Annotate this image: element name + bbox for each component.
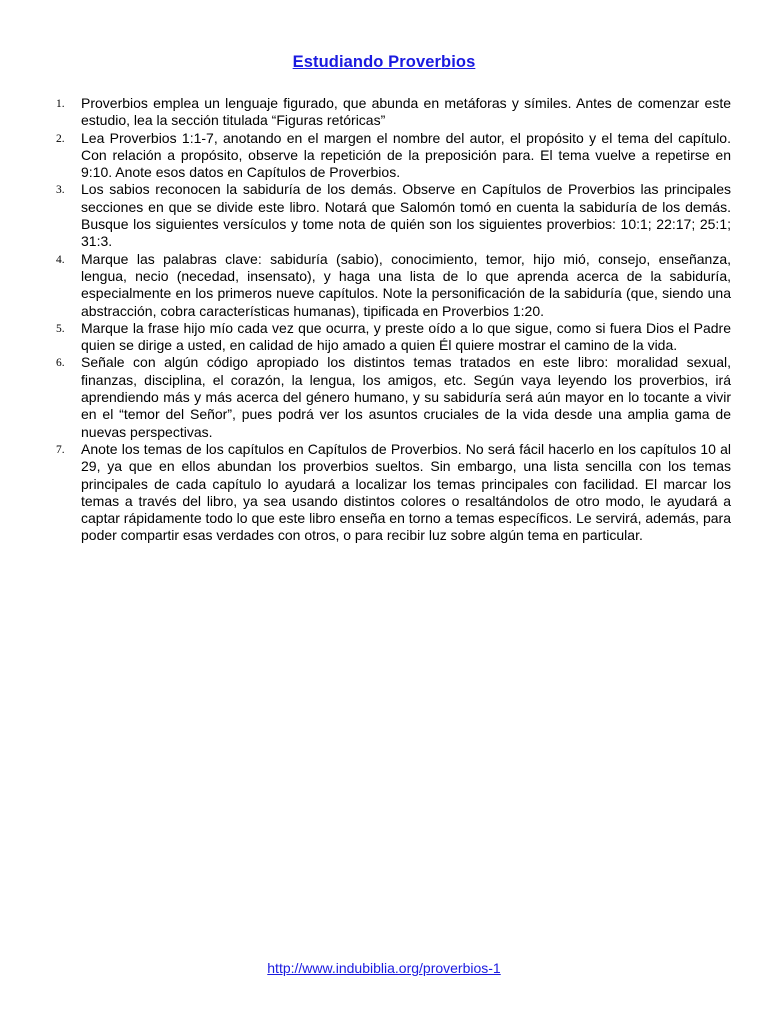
list-item bbox=[56, 354, 731, 440]
list-item bbox=[56, 181, 731, 250]
page-title: Estudiando Proverbios bbox=[292, 53, 476, 71]
list-item bbox=[56, 319, 731, 355]
list-item-number: 2. bbox=[56, 132, 65, 145]
source-link[interactable]: http://www.indubiblia.org/proverbios-1 bbox=[267, 960, 501, 976]
list-item-text: Proverbios emplea un lenguaje figurado, que abunda en metáforas y símiles. Antes de comenzar este estudio, lea la sección titulada “Figuras retóricas” bbox=[81, 95, 731, 129]
list-item-text: Señale con algún código apropiado los distintos temas tratados en este libro: moralidad sexual, finanzas, disciplina, el corazón, la lengua, los amigos, etc. Según vaya leyendo los proverbios, irá aprendiendo más y más acerca del género humano, y su sabiduría será aún mayor en lo tocante a vivir en el “temor del Señor”, pues podrá ver los asuntos cruciales de la vida desde una amplia gama de nuevas perspectivas. bbox=[81, 354, 731, 440]
list-item-number: 3. bbox=[56, 184, 65, 197]
instruction-list bbox=[56, 95, 731, 545]
list-item-text: Marque las palabras clave: sabiduría (sabio), conocimiento, temor, hijo mió, consejo, enseñanza, lengua, necio (necedad, insensato), y haga una lista de lo que aprenda acerca de la sabiduría, especialmente en los primeros nueve capítulos. Note la personificación de la sabiduría (que, siendo una abstracción, cobra características humanas), tipificada en Proverbios 1:20. bbox=[81, 250, 731, 319]
list-item-text: Marque la frase hijo mío cada vez que ocurra, y preste oído a lo que sigue, como si fuera Dios el Padre quien se dirige a usted, en calidad de hijo amado a quien Él quiere mostrar el camino de la vida. bbox=[81, 319, 731, 354]
list-item-text: Lea Proverbios 1:1-7, anotando en el margen el nombre del autor, el propósito y el tema del capítulo. Con relación a propósito, observe la repetición de la preposición para. El tema vuelve a repetirse en 9:10. Anote esos datos en Capítulos de Proverbios. bbox=[81, 129, 731, 181]
list-item bbox=[56, 95, 731, 130]
list-item-text: Anote los temas de los capítulos en Capítulos de Proverbios. No será fácil hacerlo en los capítulos 10 al 29, ya que en ellos abundan los proverbios sueltos. Sin embargo, una lista sencilla con los temas principales de cada capítulo lo ayudará a localizar los temas principales con facilidad. El marcar los temas a través del libro, ya sea usando distintos colores o resaltándolos de otro modo, le ayudará a captar rápidamente todo lo que este libro enseña en torno a temas específicos. Le servirá, además, para poder compartir esas verdades con otros, o para recibir luz sobre algún tema en particular. bbox=[81, 440, 731, 544]
list-item-text: Los sabios reconocen la sabiduría de los demás. Observe en Capítulos de Proverbios las principales secciones en que se divide este libro. Notará que Salomón tomó en cuenta la sabiduría de los demás. Busque los siguientes versículos y tome nota de quién son los siguientes proverbios: 10:1; 22:17; 25:1; 31:3. bbox=[81, 181, 731, 250]
list-item-number: 1. bbox=[56, 98, 65, 110]
list-item bbox=[56, 129, 731, 182]
list-item-number: 5. bbox=[56, 322, 65, 335]
list-item-number: 6. bbox=[56, 357, 65, 370]
list-item-number: 4. bbox=[56, 253, 65, 266]
list-item bbox=[56, 440, 731, 545]
list-item bbox=[56, 250, 731, 320]
list-item-number: 7. bbox=[56, 443, 65, 456]
